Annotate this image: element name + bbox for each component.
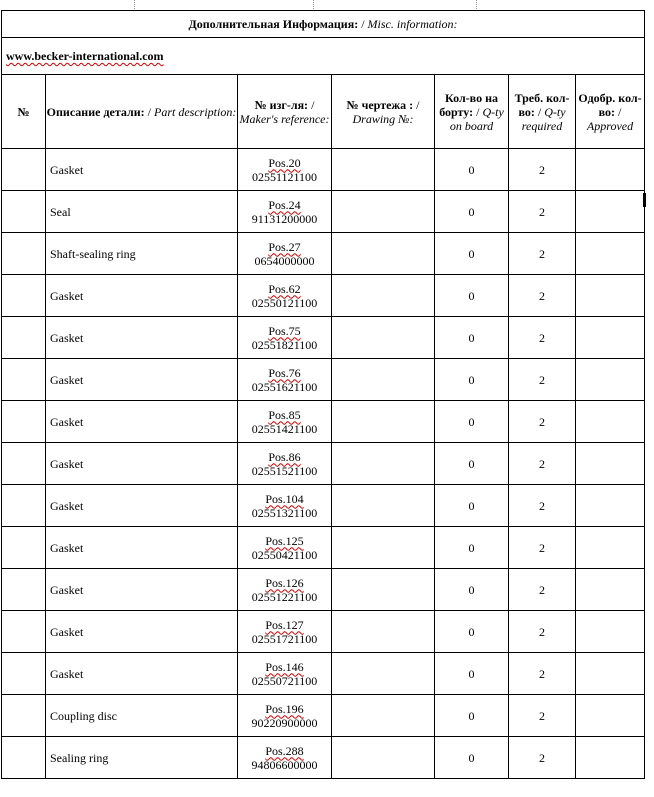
part-description: Gasket	[50, 162, 84, 177]
maker-ref-cell[interactable]	[238, 401, 332, 443]
qty-on-board: 0	[468, 498, 475, 513]
maker-ref-cell[interactable]	[238, 527, 332, 569]
maker-ref-number: 02550121100	[251, 295, 318, 310]
qty-required: 2	[539, 582, 545, 597]
maker-ref-number: 94806600000	[251, 757, 318, 772]
maker-ref-cell[interactable]	[238, 275, 332, 317]
table-row	[2, 653, 645, 695]
qty-required: 2	[539, 708, 545, 723]
part-description: Gasket	[50, 666, 84, 681]
on-board-cell[interactable]	[435, 317, 509, 359]
qty-required: 2	[539, 456, 545, 471]
part-description: Gasket	[50, 498, 84, 513]
maker-ref-number: 02550721100	[251, 673, 318, 688]
pos-number: Pos.24	[268, 197, 301, 212]
drawing-cell[interactable]	[332, 275, 435, 317]
approved-cell[interactable]	[576, 443, 645, 485]
drawing-cell[interactable]	[332, 485, 435, 527]
table-row	[2, 359, 645, 401]
on-board-cell[interactable]	[435, 527, 509, 569]
table-row	[2, 485, 645, 527]
row-no-cell[interactable]	[2, 527, 46, 569]
header-sep: /	[473, 104, 483, 119]
description-cell[interactable]	[46, 275, 238, 317]
approved-cell[interactable]	[576, 527, 645, 569]
qty-on-board: 0	[468, 288, 475, 303]
table-row	[2, 191, 645, 233]
header-description-en: Part description:	[154, 104, 237, 119]
pos-number: Pos.125	[265, 533, 304, 548]
website-cell	[2, 38, 645, 75]
row-no-cell[interactable]	[2, 695, 46, 737]
table-row	[2, 695, 645, 737]
drawing-cell[interactable]	[332, 527, 435, 569]
description-cell[interactable]	[46, 569, 238, 611]
approved-cell[interactable]	[576, 275, 645, 317]
header-no	[2, 75, 46, 149]
maker-ref-cell[interactable]	[238, 233, 332, 275]
required-cell[interactable]	[509, 443, 576, 485]
pos-number: Pos.86	[268, 449, 301, 464]
title-row	[2, 11, 645, 38]
pos-number: Pos.85	[268, 407, 301, 422]
header-required	[509, 75, 576, 149]
qty-required: 2	[539, 330, 545, 345]
part-description: Gasket	[50, 540, 84, 555]
maker-ref-number: 0654000000	[254, 253, 315, 268]
pos-number: Pos.27	[268, 239, 301, 254]
required-cell[interactable]	[509, 737, 576, 779]
maker-ref-cell[interactable]	[238, 569, 332, 611]
qty-on-board: 0	[468, 666, 475, 681]
required-cell[interactable]	[509, 485, 576, 527]
part-description: Gasket	[50, 456, 84, 471]
qty-on-board: 0	[468, 540, 475, 555]
maker-ref-number: 90220900000	[251, 715, 318, 730]
qty-required: 2	[539, 204, 545, 219]
part-description: Gasket	[50, 330, 84, 345]
header-sep: /	[615, 104, 622, 119]
pos-number: Pos.62	[268, 281, 301, 296]
description-cell[interactable]	[46, 359, 238, 401]
table-row	[2, 233, 645, 275]
qty-on-board: 0	[468, 414, 475, 429]
pos-number: Pos.76	[268, 365, 301, 380]
maker-ref-number: 02551621100	[251, 379, 318, 394]
pos-number: Pos.288	[265, 743, 304, 758]
on-board-cell[interactable]	[435, 737, 509, 779]
qty-required: 2	[539, 288, 545, 303]
part-description: Gasket	[50, 624, 84, 639]
qty-on-board: 0	[468, 372, 475, 387]
maker-ref-cell[interactable]	[238, 611, 332, 653]
row-no-cell[interactable]	[2, 149, 46, 191]
title-en: Misc. information:	[367, 17, 458, 31]
drawing-cell[interactable]	[332, 317, 435, 359]
table-row	[2, 569, 645, 611]
maker-ref-number: 02551421100	[251, 421, 318, 436]
drawing-cell[interactable]	[332, 443, 435, 485]
on-board-cell[interactable]	[435, 653, 509, 695]
header-required-ru: Треб. кол-во:	[514, 90, 570, 119]
qty-required: 2	[539, 414, 545, 429]
header-approved	[576, 75, 645, 149]
qty-required: 2	[539, 246, 545, 261]
description-cell[interactable]	[46, 191, 238, 233]
required-cell[interactable]	[509, 149, 576, 191]
ruler-tick	[476, 0, 477, 9]
row-no-cell[interactable]	[2, 485, 46, 527]
part-description: Gasket	[50, 372, 84, 387]
part-description: Coupling disc	[50, 708, 118, 723]
approved-cell[interactable]	[576, 653, 645, 695]
header-maker-ref-en: Maker's reference:	[239, 111, 330, 126]
header-sep: /	[308, 97, 315, 112]
qty-required: 2	[539, 540, 545, 555]
qty-on-board: 0	[468, 330, 475, 345]
maker-ref-cell[interactable]	[238, 485, 332, 527]
part-description: Gasket	[50, 582, 84, 597]
description-cell[interactable]	[46, 317, 238, 359]
required-cell[interactable]	[509, 233, 576, 275]
qty-on-board: 0	[468, 582, 475, 597]
row-no-cell[interactable]	[2, 401, 46, 443]
qty-required: 2	[539, 372, 545, 387]
qty-on-board: 0	[468, 456, 475, 471]
on-board-cell[interactable]	[435, 191, 509, 233]
on-board-cell[interactable]	[435, 275, 509, 317]
row-no-cell[interactable]	[2, 653, 46, 695]
description-cell[interactable]	[46, 737, 238, 779]
pos-number: Pos.196	[265, 701, 304, 716]
on-board-cell[interactable]	[435, 569, 509, 611]
maker-ref-number: 02551321100	[251, 505, 318, 520]
header-on-board-ru: Кол-во на борту:	[439, 90, 498, 119]
description-cell[interactable]	[46, 611, 238, 653]
row-no-cell[interactable]	[2, 317, 46, 359]
approved-cell[interactable]	[576, 401, 645, 443]
description-cell[interactable]	[46, 401, 238, 443]
table-row	[2, 527, 645, 569]
part-description: Gasket	[50, 288, 84, 303]
description-cell[interactable]	[46, 527, 238, 569]
row-no-cell[interactable]	[2, 233, 46, 275]
ruler-tick	[313, 0, 314, 9]
row-no-cell[interactable]	[2, 191, 46, 233]
qty-required: 2	[539, 498, 545, 513]
approved-cell[interactable]	[576, 611, 645, 653]
approved-cell[interactable]	[576, 569, 645, 611]
header-drawing-en: Drawing №:	[352, 111, 414, 126]
drawing-cell[interactable]	[332, 653, 435, 695]
maker-ref-number: 02551721100	[251, 631, 318, 646]
qty-required: 2	[539, 624, 545, 639]
header-approved-en: Approved	[586, 118, 634, 133]
header-drawing-ru: № чертежа :	[346, 97, 414, 112]
drawing-cell[interactable]	[332, 569, 435, 611]
on-board-cell[interactable]	[435, 149, 509, 191]
maker-ref-number: 02550421100	[251, 547, 318, 562]
required-cell[interactable]	[509, 569, 576, 611]
qty-on-board: 0	[468, 708, 475, 723]
qty-required: 2	[539, 162, 545, 177]
description-cell[interactable]	[46, 443, 238, 485]
maker-ref-cell[interactable]	[238, 149, 332, 191]
required-cell[interactable]	[509, 317, 576, 359]
header-sep: /	[144, 104, 154, 119]
qty-required: 2	[539, 750, 545, 765]
pos-number: Pos.127	[265, 617, 304, 632]
maker-ref-number: 02551521100	[251, 463, 318, 478]
title-ru: Дополнительная Информация:	[188, 17, 359, 31]
on-board-cell[interactable]	[435, 695, 509, 737]
approved-cell[interactable]	[576, 191, 645, 233]
ruler-tick	[134, 0, 135, 9]
on-board-cell[interactable]	[435, 233, 509, 275]
required-cell[interactable]	[509, 275, 576, 317]
header-description	[46, 75, 238, 149]
drawing-cell[interactable]	[332, 611, 435, 653]
required-cell[interactable]	[509, 401, 576, 443]
table-row	[2, 275, 645, 317]
on-board-cell[interactable]	[435, 359, 509, 401]
header-maker-ref	[238, 75, 332, 149]
qty-on-board: 0	[468, 750, 475, 765]
pos-number: Pos.75	[268, 323, 301, 338]
qty-on-board: 0	[468, 162, 475, 177]
header-on-board-en: Q-ty on board	[449, 104, 504, 133]
title-sep: /	[358, 17, 368, 31]
maker-ref-number: 91131200000	[251, 211, 318, 226]
row-no-cell[interactable]	[2, 569, 46, 611]
on-board-cell[interactable]	[435, 401, 509, 443]
table-row	[2, 443, 645, 485]
header-maker-ref-ru: № изг-ля:	[254, 97, 309, 112]
maker-ref-number: 02551221100	[251, 589, 318, 604]
description-cell[interactable]	[46, 485, 238, 527]
on-board-cell[interactable]	[435, 611, 509, 653]
qty-on-board: 0	[468, 246, 475, 261]
section-title	[2, 11, 645, 38]
qty-on-board: 0	[468, 204, 475, 219]
qty-required: 2	[539, 666, 545, 681]
header-sep: /	[413, 97, 420, 112]
row-no-cell[interactable]	[2, 737, 46, 779]
drawing-cell[interactable]	[332, 233, 435, 275]
required-cell[interactable]	[509, 653, 576, 695]
drawing-cell[interactable]	[332, 401, 435, 443]
approved-cell[interactable]	[576, 695, 645, 737]
maker-ref-cell[interactable]	[238, 317, 332, 359]
pos-number: Pos.104	[265, 491, 304, 506]
maker-ref-cell[interactable]	[238, 737, 332, 779]
on-board-cell[interactable]	[435, 443, 509, 485]
drawing-cell[interactable]	[332, 149, 435, 191]
header-approved-ru: Одобр. кол-во:	[578, 90, 642, 119]
part-description: Seal	[50, 204, 71, 219]
approved-cell[interactable]	[576, 317, 645, 359]
drawing-cell[interactable]	[332, 359, 435, 401]
required-cell[interactable]	[509, 611, 576, 653]
qty-on-board: 0	[468, 624, 475, 639]
maker-ref-cell[interactable]	[238, 191, 332, 233]
maker-ref-cell[interactable]	[238, 443, 332, 485]
pos-number: Pos.20	[268, 155, 301, 170]
maker-ref-cell[interactable]	[238, 695, 332, 737]
description-cell[interactable]	[46, 695, 238, 737]
description-cell[interactable]	[46, 149, 238, 191]
pos-number: Pos.126	[265, 575, 304, 590]
description-cell[interactable]	[46, 653, 238, 695]
approved-cell[interactable]	[576, 233, 645, 275]
required-cell[interactable]	[509, 359, 576, 401]
row-no-cell[interactable]	[2, 359, 46, 401]
maker-ref-number: 02551121100	[251, 169, 318, 184]
table-row	[2, 401, 645, 443]
ruler-marks	[0, 0, 654, 10]
header-required-en: Q-ty required	[521, 104, 566, 133]
part-description: Shaft-sealing ring	[50, 246, 136, 261]
drawing-cell[interactable]	[332, 737, 435, 779]
approved-cell[interactable]	[576, 149, 645, 191]
header-no-label: №	[17, 104, 30, 119]
table-row	[2, 611, 645, 653]
row-no-cell[interactable]	[2, 275, 46, 317]
header-on-board	[435, 75, 509, 149]
drawing-cell[interactable]	[332, 695, 435, 737]
row-no-cell[interactable]	[2, 443, 46, 485]
on-board-cell[interactable]	[435, 485, 509, 527]
maker-ref-cell[interactable]	[238, 653, 332, 695]
table-row	[2, 737, 645, 779]
required-cell[interactable]	[509, 527, 576, 569]
approved-cell[interactable]	[576, 359, 645, 401]
header-description-ru: Описание детали:	[46, 104, 145, 119]
part-description: Gasket	[50, 414, 84, 429]
header-drawing	[332, 75, 435, 149]
url-row	[2, 38, 645, 75]
approved-cell[interactable]	[576, 737, 645, 779]
approved-cell[interactable]	[576, 485, 645, 527]
drawing-cell[interactable]	[332, 191, 435, 233]
table-row	[2, 317, 645, 359]
table-row	[2, 149, 645, 191]
parts-table	[1, 10, 645, 779]
website-link[interactable]: www.becker-international.com	[6, 49, 164, 63]
row-no-cell[interactable]	[2, 611, 46, 653]
required-cell[interactable]	[509, 695, 576, 737]
part-description: Sealing ring	[50, 750, 109, 765]
maker-ref-number: 02551821100	[251, 337, 318, 352]
description-cell[interactable]	[46, 233, 238, 275]
column-header-row	[2, 75, 645, 149]
pos-number: Pos.146	[265, 659, 304, 674]
required-cell[interactable]	[509, 191, 576, 233]
header-sep: /	[534, 104, 545, 119]
maker-ref-cell[interactable]	[238, 359, 332, 401]
